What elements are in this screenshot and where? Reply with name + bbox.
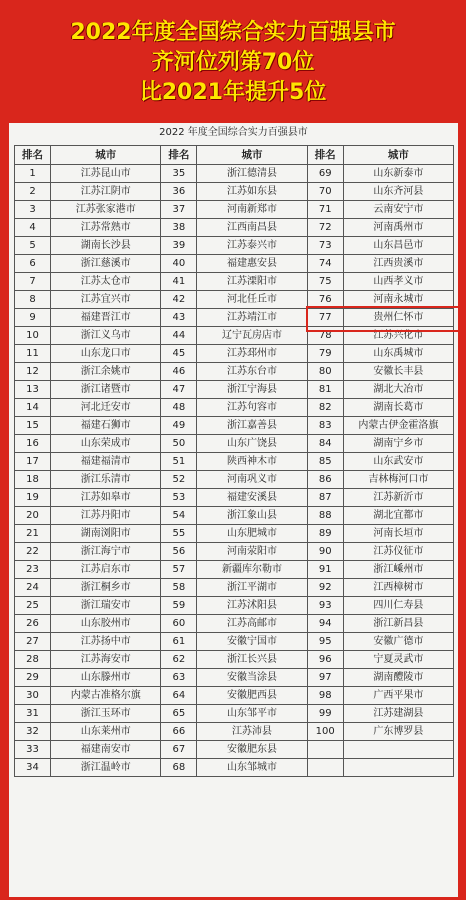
table-row bbox=[15, 165, 454, 183]
rank-cell: 1 bbox=[15, 165, 51, 183]
table-row bbox=[15, 219, 454, 237]
rank-cell: 97 bbox=[307, 669, 343, 687]
table-row bbox=[15, 453, 454, 471]
city-cell: 山东胶州市 bbox=[51, 615, 161, 633]
rank-cell: 83 bbox=[307, 417, 343, 435]
rank-cell: 19 bbox=[15, 489, 51, 507]
table-row bbox=[15, 363, 454, 381]
rank-cell: 35 bbox=[161, 165, 197, 183]
rank-cell: 8 bbox=[15, 291, 51, 309]
city-cell: 山东滕州市 bbox=[51, 669, 161, 687]
table-row bbox=[15, 561, 454, 579]
city-cell: 浙江长兴县 bbox=[197, 651, 307, 669]
table-row bbox=[15, 759, 454, 777]
rank-cell: 47 bbox=[161, 381, 197, 399]
city-cell: 浙江慈溪市 bbox=[51, 255, 161, 273]
city-cell: 湖南长葛市 bbox=[343, 399, 453, 417]
city-cell: 浙江瑞安市 bbox=[51, 597, 161, 615]
city-cell: 江苏兴化市 bbox=[343, 327, 453, 345]
rank-cell: 18 bbox=[15, 471, 51, 489]
rank-cell: 46 bbox=[161, 363, 197, 381]
city-cell: 浙江新昌县 bbox=[343, 615, 453, 633]
rank-cell: 90 bbox=[307, 543, 343, 561]
rank-cell: 67 bbox=[161, 741, 197, 759]
rank-cell: 76 bbox=[307, 291, 343, 309]
rank-cell: 45 bbox=[161, 345, 197, 363]
headline-line-2: 齐河位列第70位 bbox=[151, 50, 315, 75]
city-cell: 浙江玉环市 bbox=[51, 705, 161, 723]
city-cell: 河南永城市 bbox=[343, 291, 453, 309]
city-cell: 山东莱州市 bbox=[51, 723, 161, 741]
rank-cell: 92 bbox=[307, 579, 343, 597]
city-cell: 湖南浏阳市 bbox=[51, 525, 161, 543]
rank-cell: 41 bbox=[161, 273, 197, 291]
rank-cell: 66 bbox=[161, 723, 197, 741]
city-cell: 江苏新沂市 bbox=[343, 489, 453, 507]
table-row bbox=[15, 183, 454, 201]
city-cell: 河北任丘市 bbox=[197, 291, 307, 309]
header-city: 城市 bbox=[197, 146, 307, 165]
rank-cell: 75 bbox=[307, 273, 343, 291]
city-cell: 江苏沛县 bbox=[197, 723, 307, 741]
city-cell: 贵州仁怀市 bbox=[343, 309, 453, 327]
city-cell: 江苏宜兴市 bbox=[51, 291, 161, 309]
city-cell: 江苏靖江市 bbox=[197, 309, 307, 327]
rank-cell: 74 bbox=[307, 255, 343, 273]
rank-cell: 34 bbox=[15, 759, 51, 777]
rank-cell: 15 bbox=[15, 417, 51, 435]
city-cell: 浙江乐清市 bbox=[51, 471, 161, 489]
city-cell: 湖南醴陵市 bbox=[343, 669, 453, 687]
rank-cell: 81 bbox=[307, 381, 343, 399]
table-row bbox=[15, 525, 454, 543]
rank-cell: 16 bbox=[15, 435, 51, 453]
city-cell: 河南长垣市 bbox=[343, 525, 453, 543]
table-row bbox=[15, 381, 454, 399]
rank-cell: 29 bbox=[15, 669, 51, 687]
city-cell: 江苏建湖县 bbox=[343, 705, 453, 723]
rank-cell: 85 bbox=[307, 453, 343, 471]
table-row bbox=[15, 705, 454, 723]
ranking-table-body bbox=[15, 165, 454, 777]
city-cell: 江苏启东市 bbox=[51, 561, 161, 579]
rank-cell: 71 bbox=[307, 201, 343, 219]
rank-cell: 13 bbox=[15, 381, 51, 399]
table-row bbox=[15, 327, 454, 345]
rank-cell: 77 bbox=[307, 309, 343, 327]
rank-cell: 33 bbox=[15, 741, 51, 759]
city-cell: 浙江德清县 bbox=[197, 165, 307, 183]
rank-cell: 39 bbox=[161, 237, 197, 255]
city-cell: 陕西神木市 bbox=[197, 453, 307, 471]
city-cell: 山东龙口市 bbox=[51, 345, 161, 363]
city-cell: 江西樟树市 bbox=[343, 579, 453, 597]
rank-cell: 50 bbox=[161, 435, 197, 453]
city-cell: 江苏高邮市 bbox=[197, 615, 307, 633]
rank-cell: 44 bbox=[161, 327, 197, 345]
rank-cell: 22 bbox=[15, 543, 51, 561]
city-cell: 山东昌邑市 bbox=[343, 237, 453, 255]
city-cell: 浙江余姚市 bbox=[51, 363, 161, 381]
city-cell: 山东禹城市 bbox=[343, 345, 453, 363]
city-cell: 辽宁瓦房店市 bbox=[197, 327, 307, 345]
rank-cell: 82 bbox=[307, 399, 343, 417]
rank-cell: 56 bbox=[161, 543, 197, 561]
rank-cell: 99 bbox=[307, 705, 343, 723]
rank-cell: 70 bbox=[307, 183, 343, 201]
table-row bbox=[15, 723, 454, 741]
city-cell: 浙江义乌市 bbox=[51, 327, 161, 345]
rank-cell: 69 bbox=[307, 165, 343, 183]
rank-cell: 60 bbox=[161, 615, 197, 633]
city-cell: 福建石狮市 bbox=[51, 417, 161, 435]
city-cell: 宁夏灵武市 bbox=[343, 651, 453, 669]
rank-cell: 43 bbox=[161, 309, 197, 327]
rank-cell: 61 bbox=[161, 633, 197, 651]
table-row bbox=[15, 309, 454, 327]
city-cell: 浙江海宁市 bbox=[51, 543, 161, 561]
city-cell: 福建惠安县 bbox=[197, 255, 307, 273]
rank-cell: 87 bbox=[307, 489, 343, 507]
city-cell: 江苏溧阳市 bbox=[197, 273, 307, 291]
rank-cell: 25 bbox=[15, 597, 51, 615]
table-row bbox=[15, 399, 454, 417]
rank-cell: 2 bbox=[15, 183, 51, 201]
table-row bbox=[15, 597, 454, 615]
rank-cell: 42 bbox=[161, 291, 197, 309]
rank-cell: 37 bbox=[161, 201, 197, 219]
table-row bbox=[15, 543, 454, 561]
city-cell: 江苏江阴市 bbox=[51, 183, 161, 201]
city-cell: 福建福清市 bbox=[51, 453, 161, 471]
rank-cell: 10 bbox=[15, 327, 51, 345]
table-row bbox=[15, 291, 454, 309]
rank-cell: 6 bbox=[15, 255, 51, 273]
rank-cell: 31 bbox=[15, 705, 51, 723]
rank-cell: 62 bbox=[161, 651, 197, 669]
rank-cell bbox=[307, 759, 343, 777]
table-row bbox=[15, 651, 454, 669]
rank-cell: 26 bbox=[15, 615, 51, 633]
rank-cell: 53 bbox=[161, 489, 197, 507]
table-row bbox=[15, 633, 454, 651]
headline-line-3: 比2021年提升5位 bbox=[139, 80, 327, 105]
city-cell: 浙江桐乡市 bbox=[51, 579, 161, 597]
city-cell: 浙江嘉善县 bbox=[197, 417, 307, 435]
rank-cell: 84 bbox=[307, 435, 343, 453]
city-cell: 安徽肥西县 bbox=[197, 687, 307, 705]
headline-line-1: 2022年度全国综合实力百强县市 bbox=[70, 20, 396, 45]
rank-cell: 65 bbox=[161, 705, 197, 723]
rank-cell: 100 bbox=[307, 723, 343, 741]
rank-cell: 36 bbox=[161, 183, 197, 201]
rank-cell: 21 bbox=[15, 525, 51, 543]
city-cell: 江苏太仓市 bbox=[51, 273, 161, 291]
city-cell: 山东邹平市 bbox=[197, 705, 307, 723]
table-row bbox=[15, 435, 454, 453]
city-cell: 江苏沭阳县 bbox=[197, 597, 307, 615]
rank-cell: 55 bbox=[161, 525, 197, 543]
city-cell: 山东新泰市 bbox=[343, 165, 453, 183]
city-cell: 安徽当涂县 bbox=[197, 669, 307, 687]
city-cell: 广东博罗县 bbox=[343, 723, 453, 741]
city-cell: 福建南安市 bbox=[51, 741, 161, 759]
rank-cell: 32 bbox=[15, 723, 51, 741]
city-cell: 吉林梅河口市 bbox=[343, 471, 453, 489]
city-cell: 山东齐河县 bbox=[343, 183, 453, 201]
rank-cell: 73 bbox=[307, 237, 343, 255]
city-cell: 湖南宁乡市 bbox=[343, 435, 453, 453]
rank-cell: 88 bbox=[307, 507, 343, 525]
city-cell: 江西贵溪市 bbox=[343, 255, 453, 273]
city-cell: 江苏邳州市 bbox=[197, 345, 307, 363]
rank-cell: 58 bbox=[161, 579, 197, 597]
city-cell: 浙江宁海县 bbox=[197, 381, 307, 399]
rank-cell: 54 bbox=[161, 507, 197, 525]
table-row bbox=[15, 417, 454, 435]
table-row bbox=[15, 471, 454, 489]
header-rank: 排名 bbox=[161, 146, 197, 165]
rank-cell: 30 bbox=[15, 687, 51, 705]
city-cell: 河南巩义市 bbox=[197, 471, 307, 489]
city-cell: 山东武安市 bbox=[343, 453, 453, 471]
city-cell: 江苏如东县 bbox=[197, 183, 307, 201]
city-cell: 安徽宁国市 bbox=[197, 633, 307, 651]
city-cell: 安徽肥东县 bbox=[197, 741, 307, 759]
city-cell: 福建安溪县 bbox=[197, 489, 307, 507]
rank-cell: 52 bbox=[161, 471, 197, 489]
table-row bbox=[15, 255, 454, 273]
rank-cell: 17 bbox=[15, 453, 51, 471]
city-cell: 安徽长丰县 bbox=[343, 363, 453, 381]
header-rank: 排名 bbox=[307, 146, 343, 165]
city-cell: 山东肥城市 bbox=[197, 525, 307, 543]
rank-cell: 94 bbox=[307, 615, 343, 633]
city-cell: 安徽广德市 bbox=[343, 633, 453, 651]
city-cell: 山东邹城市 bbox=[197, 759, 307, 777]
city-cell: 湖北大冶市 bbox=[343, 381, 453, 399]
city-cell: 山西孝义市 bbox=[343, 273, 453, 291]
rank-cell: 79 bbox=[307, 345, 343, 363]
city-cell: 河南荥阳市 bbox=[197, 543, 307, 561]
header-city: 城市 bbox=[51, 146, 161, 165]
city-cell: 江苏仪征市 bbox=[343, 543, 453, 561]
rank-cell: 98 bbox=[307, 687, 343, 705]
rank-cell: 3 bbox=[15, 201, 51, 219]
table-row bbox=[15, 741, 454, 759]
rank-cell: 48 bbox=[161, 399, 197, 417]
table-row bbox=[15, 615, 454, 633]
city-cell: 江苏东台市 bbox=[197, 363, 307, 381]
rank-cell: 64 bbox=[161, 687, 197, 705]
city-cell: 浙江象山县 bbox=[197, 507, 307, 525]
city-cell: 江苏泰兴市 bbox=[197, 237, 307, 255]
city-cell: 福建晋江市 bbox=[51, 309, 161, 327]
rank-cell: 7 bbox=[15, 273, 51, 291]
rank-cell: 23 bbox=[15, 561, 51, 579]
rank-cell: 4 bbox=[15, 219, 51, 237]
city-cell: 浙江温岭市 bbox=[51, 759, 161, 777]
rank-cell: 63 bbox=[161, 669, 197, 687]
rank-cell bbox=[307, 741, 343, 759]
city-cell: 内蒙古准格尔旗 bbox=[51, 687, 161, 705]
table-row bbox=[15, 669, 454, 687]
ranking-sheet bbox=[9, 123, 458, 897]
table-header-row bbox=[15, 146, 454, 165]
header-rank: 排名 bbox=[15, 146, 51, 165]
city-cell: 新疆库尔勒市 bbox=[197, 561, 307, 579]
city-cell: 河南新郑市 bbox=[197, 201, 307, 219]
city-cell: 河南禹州市 bbox=[343, 219, 453, 237]
city-cell: 江苏常熟市 bbox=[51, 219, 161, 237]
table-row bbox=[15, 687, 454, 705]
rank-cell: 80 bbox=[307, 363, 343, 381]
header-city: 城市 bbox=[343, 146, 453, 165]
headline bbox=[0, 18, 466, 108]
rank-cell: 20 bbox=[15, 507, 51, 525]
city-cell: 江苏句容市 bbox=[197, 399, 307, 417]
city-cell: 山东广饶县 bbox=[197, 435, 307, 453]
rank-cell: 86 bbox=[307, 471, 343, 489]
city-cell: 江苏昆山市 bbox=[51, 165, 161, 183]
city-cell: 湖南长沙县 bbox=[51, 237, 161, 255]
rank-cell: 27 bbox=[15, 633, 51, 651]
city-cell: 湖北宜都市 bbox=[343, 507, 453, 525]
city-cell: 广西平果市 bbox=[343, 687, 453, 705]
city-cell: 云南安宁市 bbox=[343, 201, 453, 219]
city-cell: 浙江平湖市 bbox=[197, 579, 307, 597]
rank-cell: 68 bbox=[161, 759, 197, 777]
ranking-table bbox=[14, 145, 454, 777]
city-cell bbox=[343, 759, 453, 777]
rank-cell: 96 bbox=[307, 651, 343, 669]
table-row bbox=[15, 273, 454, 291]
city-cell: 江西南昌县 bbox=[197, 219, 307, 237]
city-cell: 浙江诸暨市 bbox=[51, 381, 161, 399]
rank-cell: 5 bbox=[15, 237, 51, 255]
rank-cell: 59 bbox=[161, 597, 197, 615]
table-row bbox=[15, 579, 454, 597]
rank-cell: 89 bbox=[307, 525, 343, 543]
rank-cell: 72 bbox=[307, 219, 343, 237]
city-cell: 四川仁寿县 bbox=[343, 597, 453, 615]
table-row bbox=[15, 489, 454, 507]
rank-cell: 51 bbox=[161, 453, 197, 471]
rank-cell: 12 bbox=[15, 363, 51, 381]
rank-cell: 28 bbox=[15, 651, 51, 669]
city-cell: 山东荣成市 bbox=[51, 435, 161, 453]
city-cell: 内蒙古伊金霍洛旗 bbox=[343, 417, 453, 435]
rank-cell: 40 bbox=[161, 255, 197, 273]
city-cell: 江苏扬中市 bbox=[51, 633, 161, 651]
rank-cell: 91 bbox=[307, 561, 343, 579]
city-cell: 江苏海安市 bbox=[51, 651, 161, 669]
table-row bbox=[15, 237, 454, 255]
rank-cell: 11 bbox=[15, 345, 51, 363]
rank-cell: 95 bbox=[307, 633, 343, 651]
rank-cell: 49 bbox=[161, 417, 197, 435]
table-row bbox=[15, 345, 454, 363]
rank-cell: 38 bbox=[161, 219, 197, 237]
rank-cell: 14 bbox=[15, 399, 51, 417]
city-cell: 江苏丹阳市 bbox=[51, 507, 161, 525]
table-caption: 2022 年度全国综合实力百强县市 bbox=[159, 127, 308, 138]
rank-cell: 78 bbox=[307, 327, 343, 345]
city-cell: 江苏如皋市 bbox=[51, 489, 161, 507]
city-cell: 河北迁安市 bbox=[51, 399, 161, 417]
city-cell: 浙江嵊州市 bbox=[343, 561, 453, 579]
rank-cell: 9 bbox=[15, 309, 51, 327]
rank-cell: 24 bbox=[15, 579, 51, 597]
rank-cell: 93 bbox=[307, 597, 343, 615]
city-cell bbox=[343, 741, 453, 759]
table-row bbox=[15, 201, 454, 219]
city-cell: 江苏张家港市 bbox=[51, 201, 161, 219]
table-row bbox=[15, 507, 454, 525]
rank-cell: 57 bbox=[161, 561, 197, 579]
